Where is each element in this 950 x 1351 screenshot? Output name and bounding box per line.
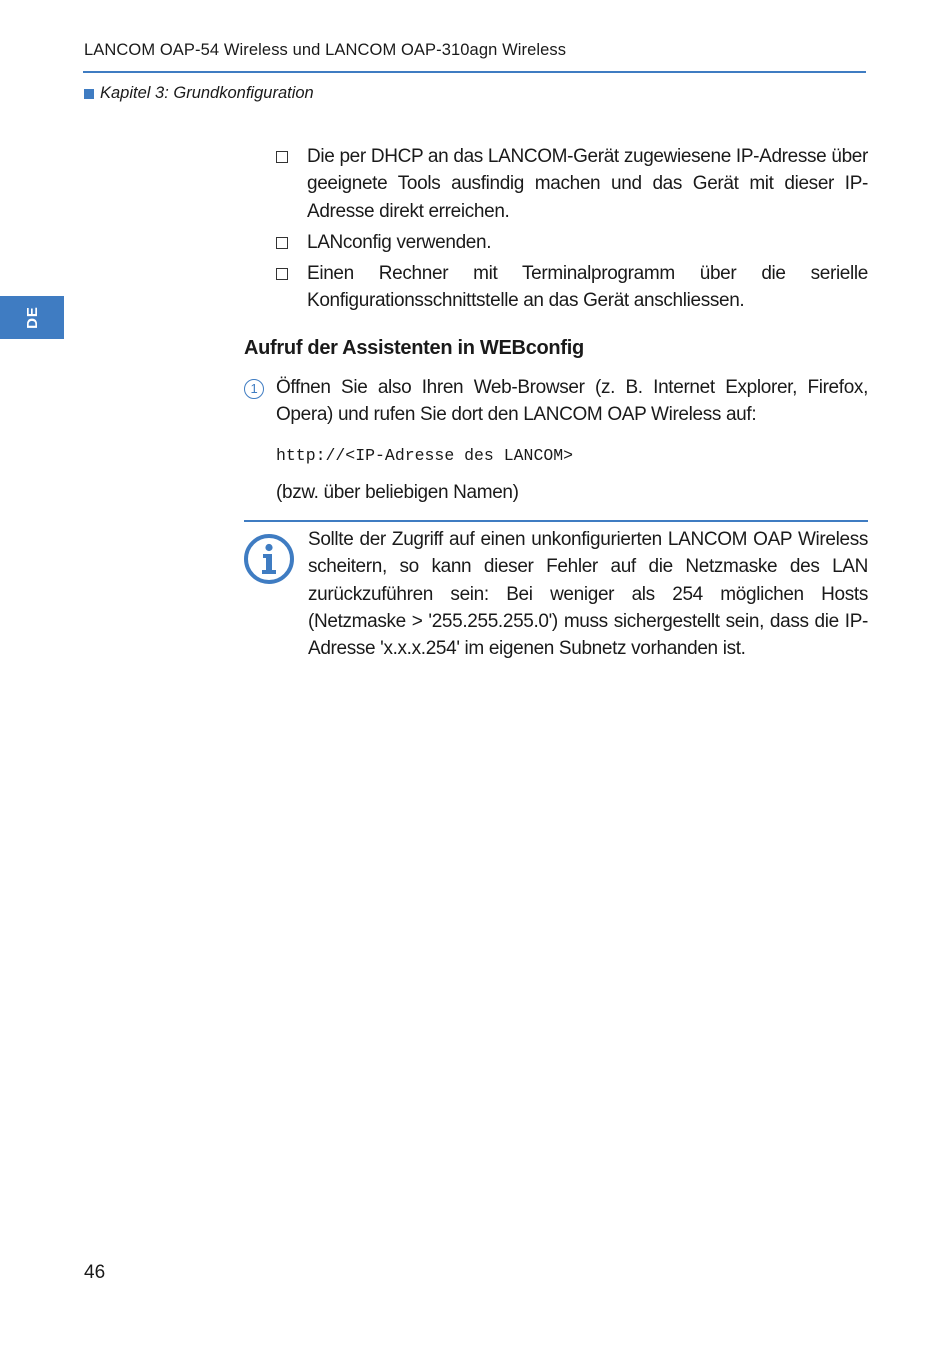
list-item-text: Einen Rechner mit Terminalprogramm über die serielle Konfigurationsschnittstelle an das Gerät anschliessen. bbox=[307, 263, 868, 312]
square-bullet-icon bbox=[276, 151, 288, 163]
code-url: http://<IP-Adresse des LANCOM> bbox=[276, 446, 574, 465]
list-item bbox=[276, 143, 868, 225]
page-number: 46 bbox=[84, 1262, 106, 1283]
language-tab-label: DE bbox=[23, 306, 41, 329]
header-rule bbox=[83, 71, 866, 73]
step-number-badge: 1 bbox=[244, 379, 264, 399]
list-item-text: Die per DHCP an das LANCOM-Gerät zugewiesene IP-Adresse über geeignete Tools ausfindig machen und das Gerät mit dieser IP-Adresse direkt erreichen. bbox=[307, 146, 868, 222]
square-bullet-icon bbox=[276, 268, 288, 280]
step-text: Öffnen Sie also Ihren Web-Browser (z. B. Internet Explorer, Firefox, Opera) und rufen Sie dort den LANCOM OAP Wireless auf: bbox=[276, 377, 868, 426]
running-title: LANCOM OAP-54 Wireless und LANCOM OAP-310agn Wireless bbox=[84, 41, 567, 59]
list-item-text: LANconfig verwenden. bbox=[307, 231, 492, 253]
list-item bbox=[276, 260, 868, 315]
language-tab bbox=[0, 296, 64, 339]
note-rule bbox=[244, 520, 868, 522]
numbered-step bbox=[244, 374, 868, 429]
chapter-title: Kapitel 3: Grundkonfiguration bbox=[100, 84, 314, 102]
square-bullet-icon bbox=[276, 237, 288, 249]
chapter-square-icon bbox=[84, 89, 94, 99]
info-icon bbox=[243, 533, 295, 585]
section-heading: Aufruf der Assistenten in WEBconfig bbox=[244, 337, 584, 359]
list-item bbox=[276, 229, 868, 256]
bullet-list bbox=[276, 143, 868, 319]
after-code-text: (bzw. über beliebigen Namen) bbox=[276, 482, 519, 503]
chapter-line bbox=[84, 84, 314, 103]
info-note-text: Sollte der Zugriff auf einen unkonfigurierten LANCOM OAP Wireless scheitern, so kann dieser Fehler auf die Netzmaske des LAN zurückzuführen sein: Bei weniger als 254 möglichen Hosts (Netzmaske > '255.255.255.0') muss sichergestellt sein, dass die IP-Adresse 'x.x.x.254' im eigenen Subnetz vorhanden ist. bbox=[308, 529, 868, 660]
